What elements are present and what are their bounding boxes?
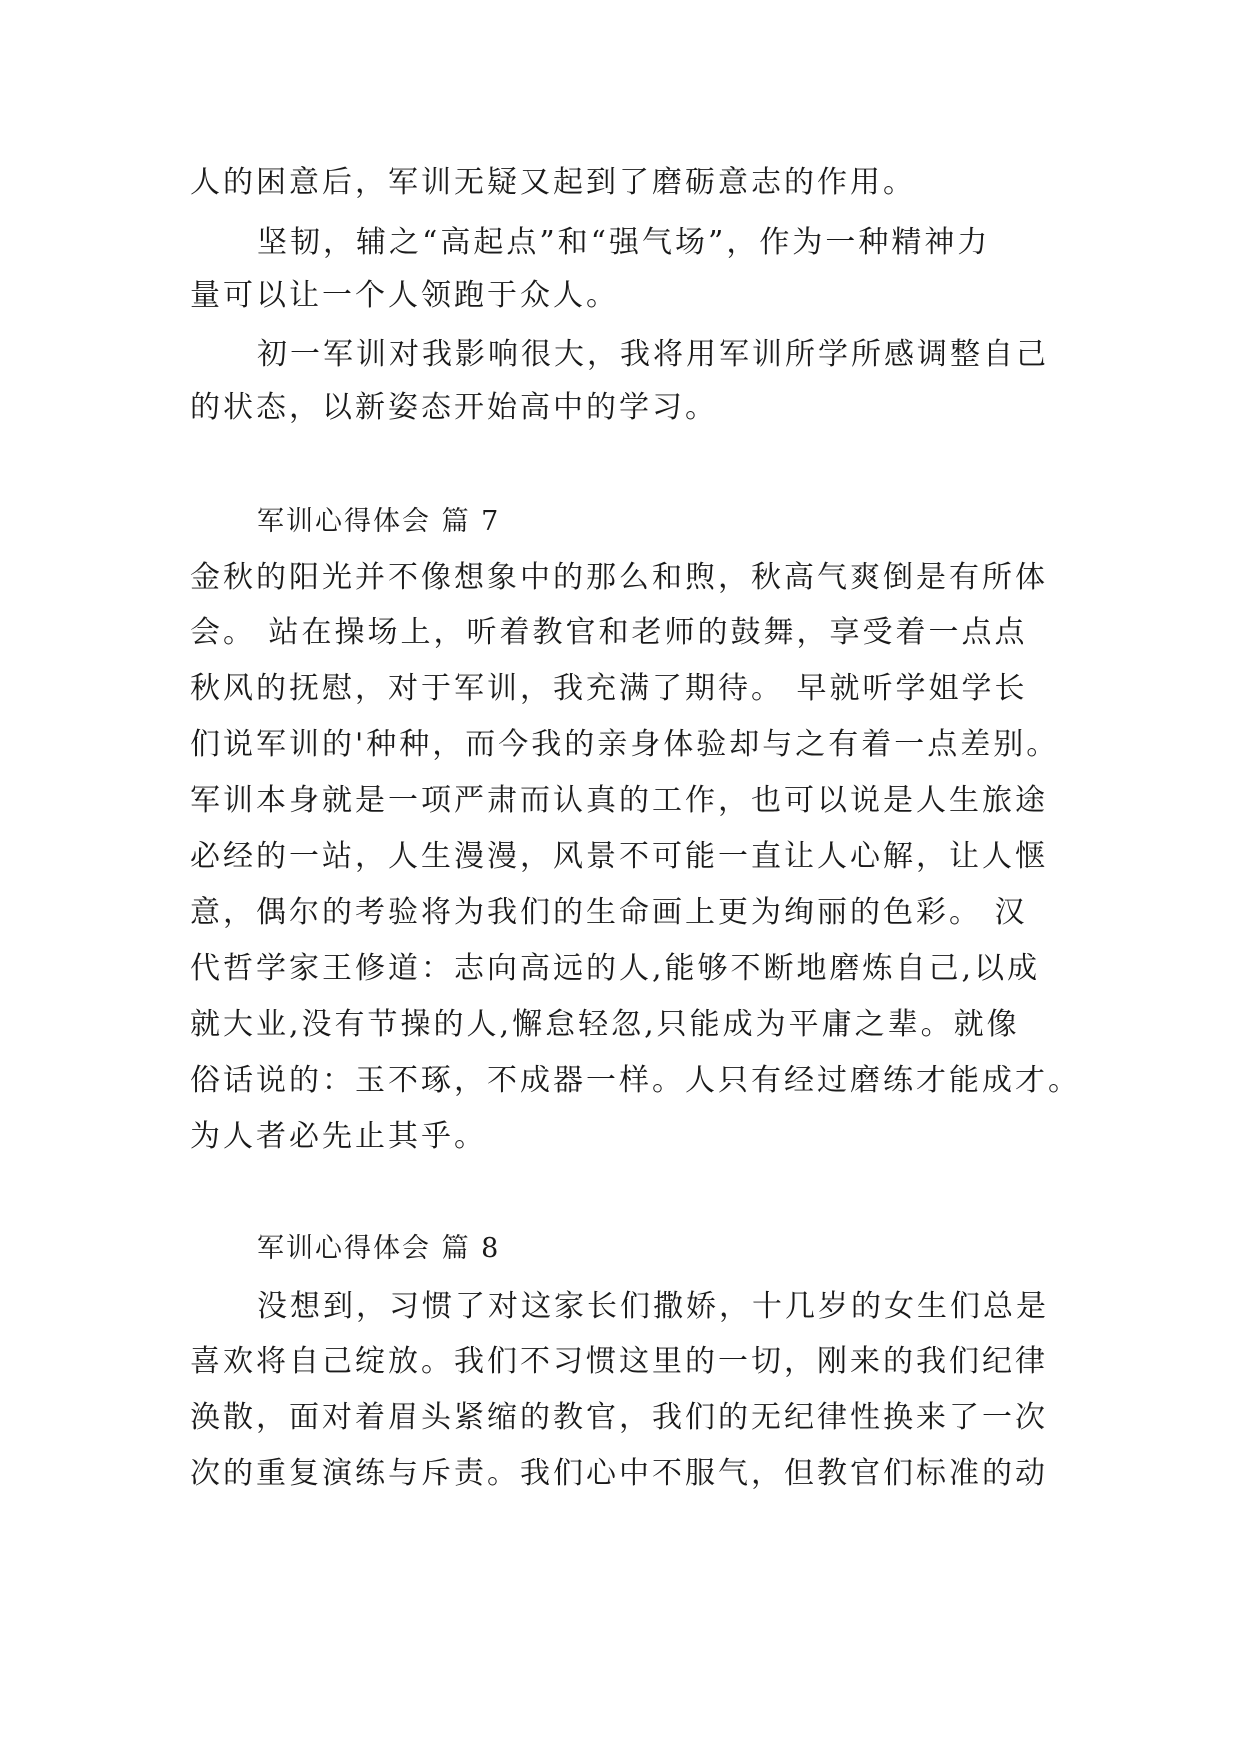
paragraph-line: 们说军训的'种种，而今我的亲身体验却与之有着一点差别。: [190, 727, 1060, 762]
paragraph-line: 必经的一站，人生漫漫，风景不可能一直让人心解，让人惬: [190, 839, 1048, 874]
section-heading: 军训心得体会 篇 7: [257, 506, 501, 537]
section-heading: 军训心得体会 篇 8: [257, 1233, 501, 1264]
paragraph-line: 次的重复演练与斥责。我们心中不服气，但教官们标准的动: [190, 1456, 1048, 1491]
paragraph-line: 会。 站在操场上，听着教官和老师的鼓舞，享受着一点点: [190, 615, 1028, 650]
paragraph-line: 的状态，以新姿态开始高中的学习。: [190, 390, 718, 425]
paragraph-line: 量可以让一个人领跑于众人。: [190, 278, 619, 313]
paragraph-line: 人的困意后，军训无疑又起到了磨砺意志的作用。: [190, 165, 916, 200]
paragraph-line: 喜欢将自己绽放。我们不习惯这里的一切，刚来的我们纪律: [190, 1344, 1048, 1379]
paragraph-line: 涣散，面对着眉头紧缩的教官，我们的无纪律性换来了一次: [190, 1400, 1048, 1435]
paragraph-line: 没想到，习惯了对这家长们撒娇，十几岁的女生们总是: [257, 1289, 1049, 1324]
paragraph-line: 金秋的阳光并不像想象中的那么和煦，秋高气爽倒是有所体: [190, 560, 1048, 595]
paragraph-line: 就大业,没有节操的人,懈怠轻忽,只能成为平庸之辈。就像: [190, 1007, 1020, 1042]
paragraph-line: 秋风的抚慰，对于军训，我充满了期待。 早就听学姐学长: [190, 671, 1028, 706]
paragraph-line: 初一军训对我影响很大，我将用军训所学所感调整自己: [257, 337, 1049, 372]
paragraph-line: 坚韧，辅之“高起点”和“强气场”，作为一种精神力: [257, 225, 991, 260]
paragraph-line: 代哲学家王修道：志向高远的人,能够不断地磨炼自己,以成: [190, 951, 1041, 986]
paragraph-line: 为人者必先止其乎。: [190, 1119, 487, 1154]
paragraph-line: 意，偶尔的考验将为我们的生命画上更为绚丽的色彩。 汉: [190, 895, 1028, 930]
paragraph-line: 俗话说的：玉不琢，不成器一样。人只有经过磨练才能成才。: [190, 1063, 1081, 1098]
paragraph-line: 军训本身就是一项严肃而认真的工作，也可以说是人生旅途: [190, 783, 1048, 818]
